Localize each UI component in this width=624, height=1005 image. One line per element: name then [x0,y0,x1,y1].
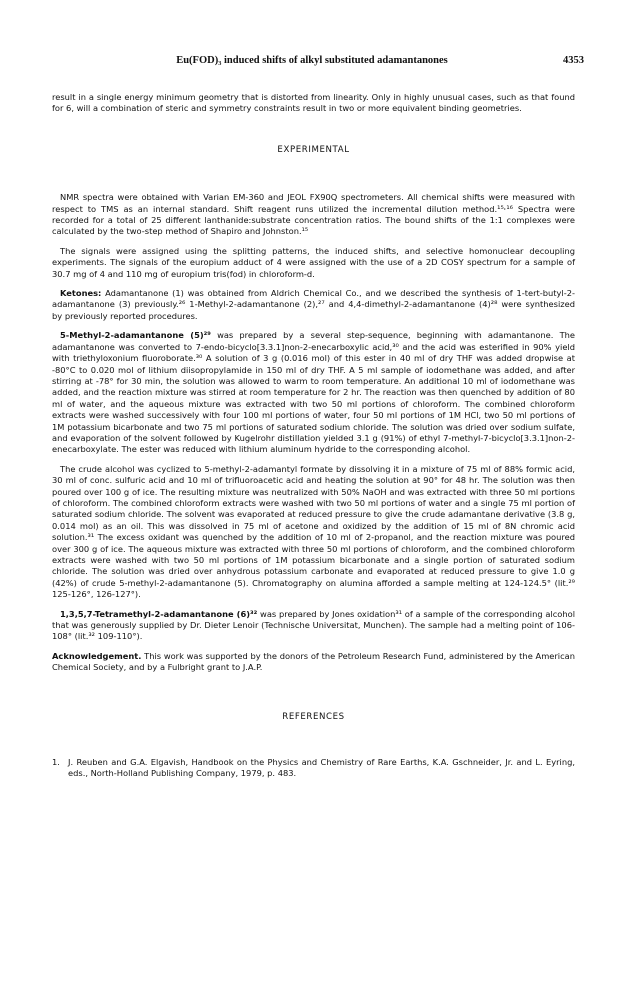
tetramethyl-paragraph [52,609,575,643]
experimental-heading: EXPERIMENTAL [277,144,350,155]
methyl-adamantanone-label: 5-Methyl-2-adamantanone (5)²⁹ [60,330,211,341]
ketones-label: Ketones: [60,288,102,299]
signals-paragraph: The signals were assigned using the splitting patterns, the induced shifts, and selective homonuclear decoupling experiments. The signals of the europium adduct of 4 were assigned with the use of a 2D COSY spectrum for a sample of 30.7 mg of 4 and 110 mg of europium tris(fod) in chloroform-d. [52,245,575,279]
reference-number: 1. [52,757,60,768]
reference-text: J. Reuben and G.A. Elgavish, Handbook on the Physics and Chemistry of Rare Earths, K.A. Gschneider, Jr. and L. Eyring, eds., North-Holland Publishing Company, 1979, p. 483. [68,757,575,779]
tetramethyl-label: 1,3,5,7-Tetramethyl-2-adamantanone (6)³² [60,608,258,619]
page-number: 4353 [563,55,584,66]
methyl-adamantanone-paragraph [52,330,575,455]
running-header-title: Eu(FOD)₃ induced shifts of alkyl substituted adamantanones [176,55,448,66]
acknowledgement-label: Acknowledgement. [52,650,142,661]
tetramethyl-text: was prepared by Jones oxidation³¹ of a sample of the corresponding alcohol that was generously supplied by Dr. Dieter Lenoir (Technische Universitat, Munchen). The sample had a melting point of 106-108° (lit.³² 109-110°). [52,608,575,642]
references-heading: REFERENCES [282,711,345,722]
intro-paragraph: result in a single energy minimum geometry that is distorted from linearity. Only in highly unusual cases, such as that found for 6, will a combination of steric and symmetry constraints result in two or more equivalent binding geometries. [52,92,575,114]
reference-item [52,757,575,780]
page-body [52,92,575,788]
acknowledgement-paragraph [52,651,575,674]
methyl-adamantanone-text: was prepared by a several step-sequence, beginning with adamantanone. The adamantanone was converted to 7-endo-bicyclo[3.3.1]non-2-enecarboxylic acid,³⁰ and the acid was esterified in 90% yield with triethyloxonium fluoroborate.³⁰ A solution of 3 g (0.016 mol) of this ester in 40 ml of dry THF was added dropwise at -80°C to 0.020 mol of lithium diisopropylamide in 150 ml of dry THF. A 5 ml sample of iodomethane was added, and after stirring at -78° for 30 min, the solution was allowed to warm to room temperature. An additional 10 ml of iodomethane was added, and the reaction mixture was stirred at room temperature for 2 hr. The reaction was then quenched by addition of 80 ml of water, and the aqueous mixture was extracted with two 50 ml portions of chloroform. The combined chloroform extracts were washed successively with four 100 ml portions of water, four 50 ml portions of 1M HCl, two 50 ml portions of 1M potassium bicarbonate and two 75 ml portions of saturated sodium chloride. The solution was dried over sodium sulfate, and evaporation of the solvent followed by Kugelrohr distillation yielded 3.1 g (91%) of ethyl 7-methyl-7-bicyclo[3.3.1]non-2-enecarboxylate. The ester was reduced with lithium aluminum hydride to the corresponding alcohol. [52,330,575,455]
nmr-paragraph: NMR spectra were obtained with Varian EM-360 and JEOL FX90Q spectrometers. All chemical shifts were measured with respect to TMS as an internal standard. Shift reagent runs utilized the incremental dilution method.¹⁵˒¹⁶ Spectra were recorded for a total of 25 different lanthanide:substrate concentration ratios. The bound shifts of the 1:1 complexes were calculated by the two-step method of Shapiro and Johnston.¹⁵ [52,192,575,237]
acknowledgement-text: This work was supported by the donors of the Petroleum Research Fund, administered by the American Chemical Society, and by a Fulbright grant to J.A.P. [52,650,576,673]
ketones-paragraph [52,288,575,322]
ketones-text: Adamantanone (1) was obtained from Aldrich Chemical Co., and we described the synthesis of 1-tert-butyl-2-adamantanone (3) previously.²⁶ 1-Methyl-2-adamantanone (2),²⁷ and 4,4-dimethyl-2-adamantanone (4)²⁸ were synthesized by previously reported procedures. [52,288,575,321]
crude-alcohol-paragraph: The crude alcohol was cyclized to 5-methyl-2-adamantyl formate by dissolving it in a mixture of 75 ml of 88% formic acid, 30 ml of conc. sulfuric acid and 10 ml of trifluoroacetic acid and heating the solution at 90° for 48 hr. The solution was then poured over 100 g of ice. The resulting mixture was neutralized with 50% NaOH and was extracted with three 50 ml portions of chloroform. The combined chloroform extracts were washed with two 50 ml portions of water and a single 75 ml portion of saturated sodium chloride. The solvent was evaporated at reduced pressure to give the crude adamantane derivative (3.8 g, 0.014 mol) as an oil. This was dissolved in 75 ml of acetone and oxidized by the addition of 15 ml of 8N chromic acid solution.³¹ The excess oxidant was quenched by the addition of 10 ml of 2-propanol, and the reaction mixture was poured over 300 g of ice. The aqueous mixture was extracted with three 50 ml portions of chloroform, and the combined chloroform extracts were washed with two 50 ml portions of 1M potassium bicarbonate and a single portion of saturated sodium chloride. The solution was dried over anhydrous potassium carbonate and evaporated at reduced pressure to give 1.0 g (42%) of crude 5-methyl-2-adamantanone (5). Chromatography on alumina afforded a sample melting at 124-124.5° (lit.²⁹ 125-126°, 126-127°). [52,463,575,600]
